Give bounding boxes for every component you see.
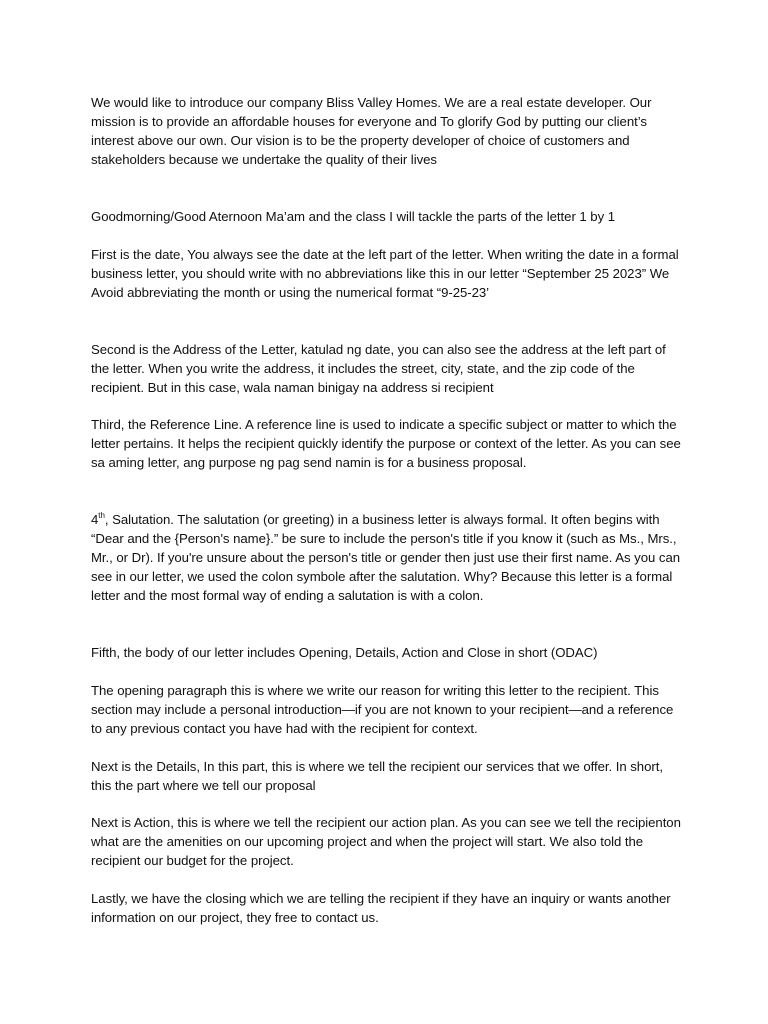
body-paragraph: Fifth, the body of our letter includes Opening, Details, Action and Close in short (ODAC) (91, 645, 598, 660)
action-paragraph: Next is Action, this is where we tell the recipient our action plan. As you can see we tell the recipienton what are the amenities on our upcoming project and when the project will start. We also told the recipient our budget for the project. (91, 815, 681, 868)
salutation-superscript: th (98, 510, 105, 520)
opening-paragraph: The opening paragraph this is where we write our reason for writing this letter to the recipient. This section may include a personal introduction—if you are not known to your recipient—and a reference to any previous contact you have had with the recipient for context. (91, 683, 674, 736)
details-paragraph: Next is the Details, In this part, this is where we tell the recipient our services that we offer. In short, this the part where we tell our proposal (91, 759, 663, 793)
greeting-paragraph: Goodmorning/Good Aternoon Ma’am and the class I will tackle the parts of the letter 1 by 1 (91, 209, 616, 224)
address-paragraph: Second is the Address of the Letter, katulad ng date, you can also see the address at the left part of the letter. When you write the address, it includes the street, city, state, and the zip code of the recipient. But in this case, wala naman binigay na address si recipient (91, 342, 666, 395)
reference-line-paragraph: Third, the Reference Line. A reference line is used to indicate a specific subject or matter to which the letter pertains. It helps the recipient quickly identify the purpose or context of the letter. As you can see sa aming letter, ang purpose ng pag send namin is for a business proposal. (91, 417, 681, 470)
salutation-number: 4 (91, 512, 99, 527)
date-paragraph: First is the date, You always see the date at the left part of the letter. When writing the date in a formal business letter, you should write with no abbreviations like this in our letter “September 25 2023” We Avoid abbreviating the month or using the numerical format “9-25-23’ (91, 247, 679, 300)
closing-paragraph: Lastly, we have the closing which we are telling the recipient if they have an inquiry or wants another information on our project, they free to contact us. (91, 891, 671, 925)
salutation-text: , Salutation. The salutation (or greeting) in a business letter is always formal. It often begins with “Dear and the {Person's name}.” be sure to include the person's title if you know it (such as Ms., Mrs., Mr., or Dr). If you're unsure about the person's title or gender then just use their first name. As you can see in our letter, we used the colon symbole after the salutation. Why? Because this letter is a formal letter and the most formal way of ending a salutation is with a colon. (91, 512, 681, 603)
salutation-paragraph (91, 510, 681, 605)
intro-paragraph: We would like to introduce our company Bliss Valley Homes. We are a real estate developer. Our mission is to provide an affordable houses for everyone and To glorify God by putting our client’s interest above our own. Our vision is to be the property developer of choice of customers and stakeholders because we undertake the quality of their lives (91, 95, 652, 167)
